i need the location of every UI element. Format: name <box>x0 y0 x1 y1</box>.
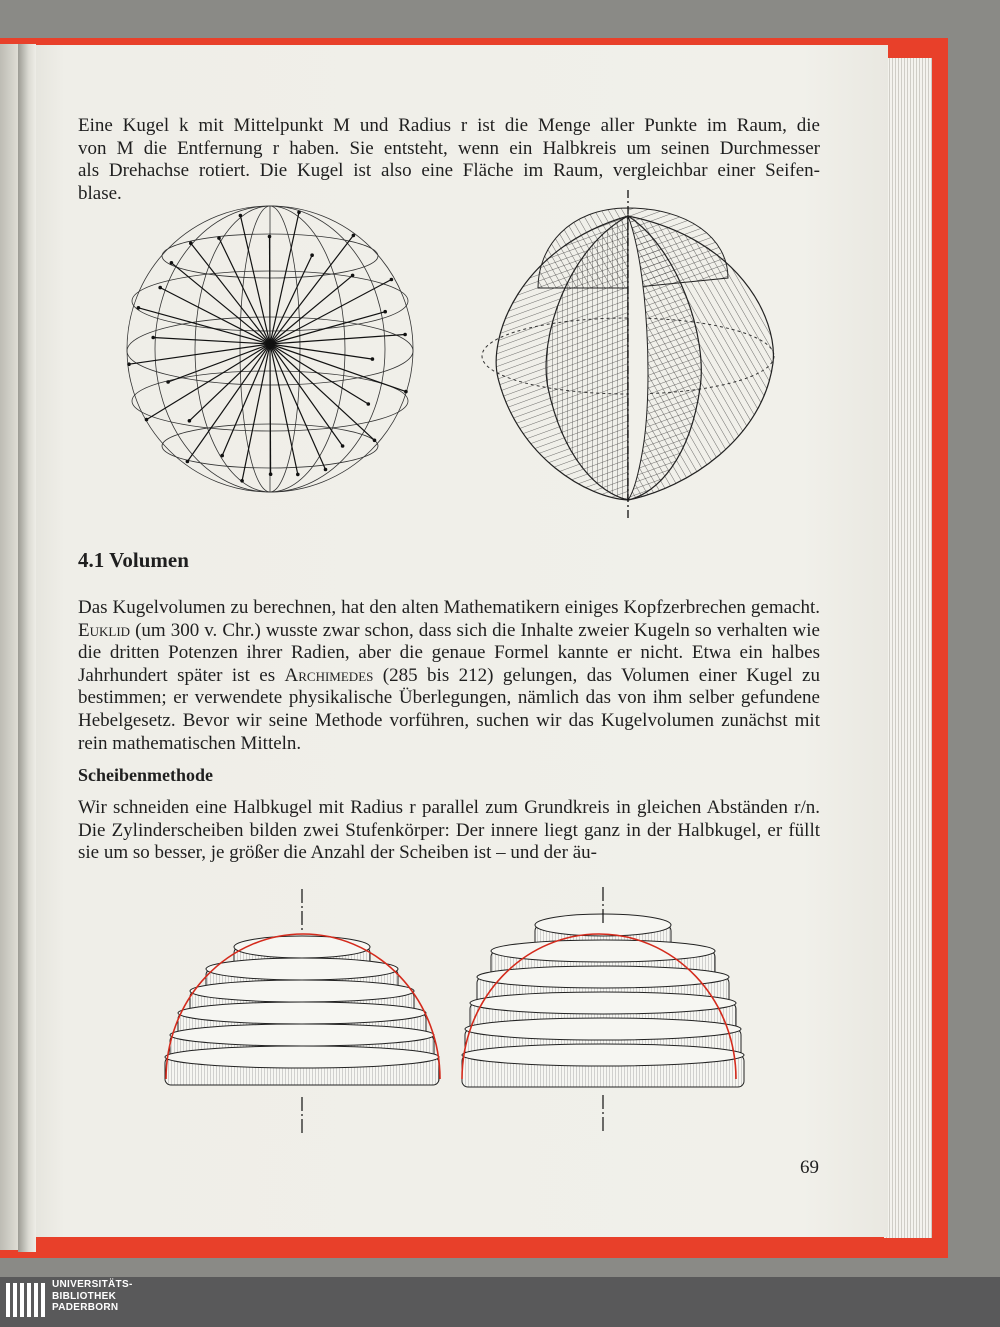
cylinder-disc-top <box>491 940 715 962</box>
surface-point <box>151 336 155 340</box>
intro-line-1: Eine Kugel k mit Mittelpunkt M und Radius r ist die Menge aller Punkte im Raum, die <box>78 115 820 136</box>
intro-line-4: blase. <box>78 182 122 204</box>
surface-point <box>352 234 356 238</box>
library-footer <box>0 1277 1000 1327</box>
surface-point <box>220 454 224 458</box>
volume-paragraph <box>78 597 820 755</box>
cylinder-disc-top <box>234 936 370 958</box>
cylinder-disc-top <box>470 992 736 1014</box>
surface-point <box>137 306 141 310</box>
surface-point <box>341 444 345 448</box>
surface-point <box>371 357 375 361</box>
library-logo-text <box>52 1279 133 1314</box>
library-logo-icon <box>4 1283 48 1323</box>
surface-point <box>383 310 387 314</box>
surface-point <box>403 333 407 337</box>
radius-line <box>138 308 270 344</box>
library-logo-line-1: UNIVERSITÄTS- <box>52 1279 133 1290</box>
surface-point <box>240 479 244 483</box>
intro-line-3: als Drehachse rotiert. Die Kugel ist also eine Fläche im Raum, vergleichbar einer Seifen- <box>78 160 820 182</box>
euklid-name: Euklid <box>78 619 131 641</box>
cylinder-disc-top <box>465 1018 741 1040</box>
stepped-hemispheres-figure <box>150 885 760 1140</box>
cylinder-disc-top <box>165 1046 439 1068</box>
volume-text-part-3: (285 bis 212) gelungen, das Volumen einer Kugel zu bestimmen; er verwendete physikalische Überlegungen, nämlich das von ihm selber gefundene Hebelgesetz. Bevor wir seine Methode vorführen, suchen wir das Kugelvolumen zunächst mit rein mathematischen Mitteln. <box>78 664 820 754</box>
section-number: 4.1 <box>78 548 105 572</box>
surface-point <box>404 390 408 394</box>
section-heading <box>78 548 189 573</box>
volume-text-part-1: Das Kugelvolumen zu berechnen, hat den alten Mathematikern einiges Kopfzerbrechen gemacht. <box>78 597 820 618</box>
radius-line <box>168 344 270 382</box>
surface-point <box>170 261 174 265</box>
radius-line <box>129 344 270 364</box>
book-gutter <box>18 44 36 1252</box>
surface-point <box>268 235 272 239</box>
section-title: Volumen <box>109 548 189 572</box>
page-number: 69 <box>800 1157 819 1178</box>
radius-line <box>270 280 391 345</box>
surface-point <box>217 236 221 240</box>
radius-line <box>270 344 372 359</box>
surface-point <box>310 253 314 257</box>
subsection-heading: Scheibenmethode <box>78 765 213 785</box>
sphere-radii-figure <box>118 196 428 506</box>
radius-line <box>189 344 270 421</box>
surface-point <box>186 460 190 464</box>
outer-step-body <box>462 914 744 1087</box>
surface-point <box>297 211 301 215</box>
radius-line <box>270 344 368 404</box>
intro-line-2: von M die Entfernung r haben. Sie entsteht, wenn ein Halbkreis um seinen Durchmesser <box>78 137 820 159</box>
library-logo-line-3: PADERBORN <box>52 1302 119 1313</box>
volume-text-part-2: (um 300 v. Chr.) wusste zwar schon, dass sich die Inhalte zweier Kugeln so verhalten wie die dritten Potenzen ihrer Radien, aber die genaue Formel kannte er nicht. Etwa ein halbes Jahrhundert später ist es <box>78 619 820 686</box>
radius-line <box>270 344 375 440</box>
surface-point <box>296 473 300 477</box>
inner-step-body <box>165 936 439 1085</box>
radius-line <box>171 263 270 344</box>
cylinder-disc-top <box>462 1044 744 1066</box>
radius-line <box>153 338 270 345</box>
surface-point <box>166 380 170 384</box>
radius-line <box>219 238 270 344</box>
surface-point <box>390 278 394 282</box>
radius-line <box>270 312 385 344</box>
rotation-sphere-figure <box>478 188 788 523</box>
surface-point <box>367 402 371 406</box>
cylinder-disc-top <box>178 1002 426 1024</box>
surface-point <box>158 286 162 290</box>
surface-point <box>188 419 192 423</box>
radius-line <box>270 344 271 474</box>
radius-line <box>270 344 326 470</box>
cylinder-disc-top <box>190 980 414 1002</box>
surface-point <box>351 274 355 278</box>
disc-method-paragraph: Wir schneiden eine Halbkugel mit Radius r parallel zum Grundkreis in gleichen Abständen r/n. Die Zylinderscheiben bilden zwei Stufenkörper: Der innere liegt ganz in der Halbkugel, er füllt sie um so besser, je größer die Anzahl der Scheiben ist – und der äu- <box>78 797 820 864</box>
cylinder-disc-top <box>477 966 729 988</box>
cylinder-disc-top <box>206 958 398 980</box>
surface-point <box>239 214 243 218</box>
surface-point <box>324 468 328 472</box>
surface-point <box>145 418 149 422</box>
surface-point <box>269 472 273 476</box>
radius-line <box>270 237 271 345</box>
library-logo-line-2: BIBLIOTHEK <box>52 1290 117 1302</box>
cylinder-disc-top <box>170 1024 434 1046</box>
radius-line <box>160 288 270 344</box>
surface-point <box>373 439 377 443</box>
surface-point <box>189 241 193 245</box>
archimedes-name: Archimedes <box>284 664 374 686</box>
page-stack-edge <box>884 58 932 1238</box>
surface-point <box>127 362 131 366</box>
radius-line <box>222 344 270 456</box>
